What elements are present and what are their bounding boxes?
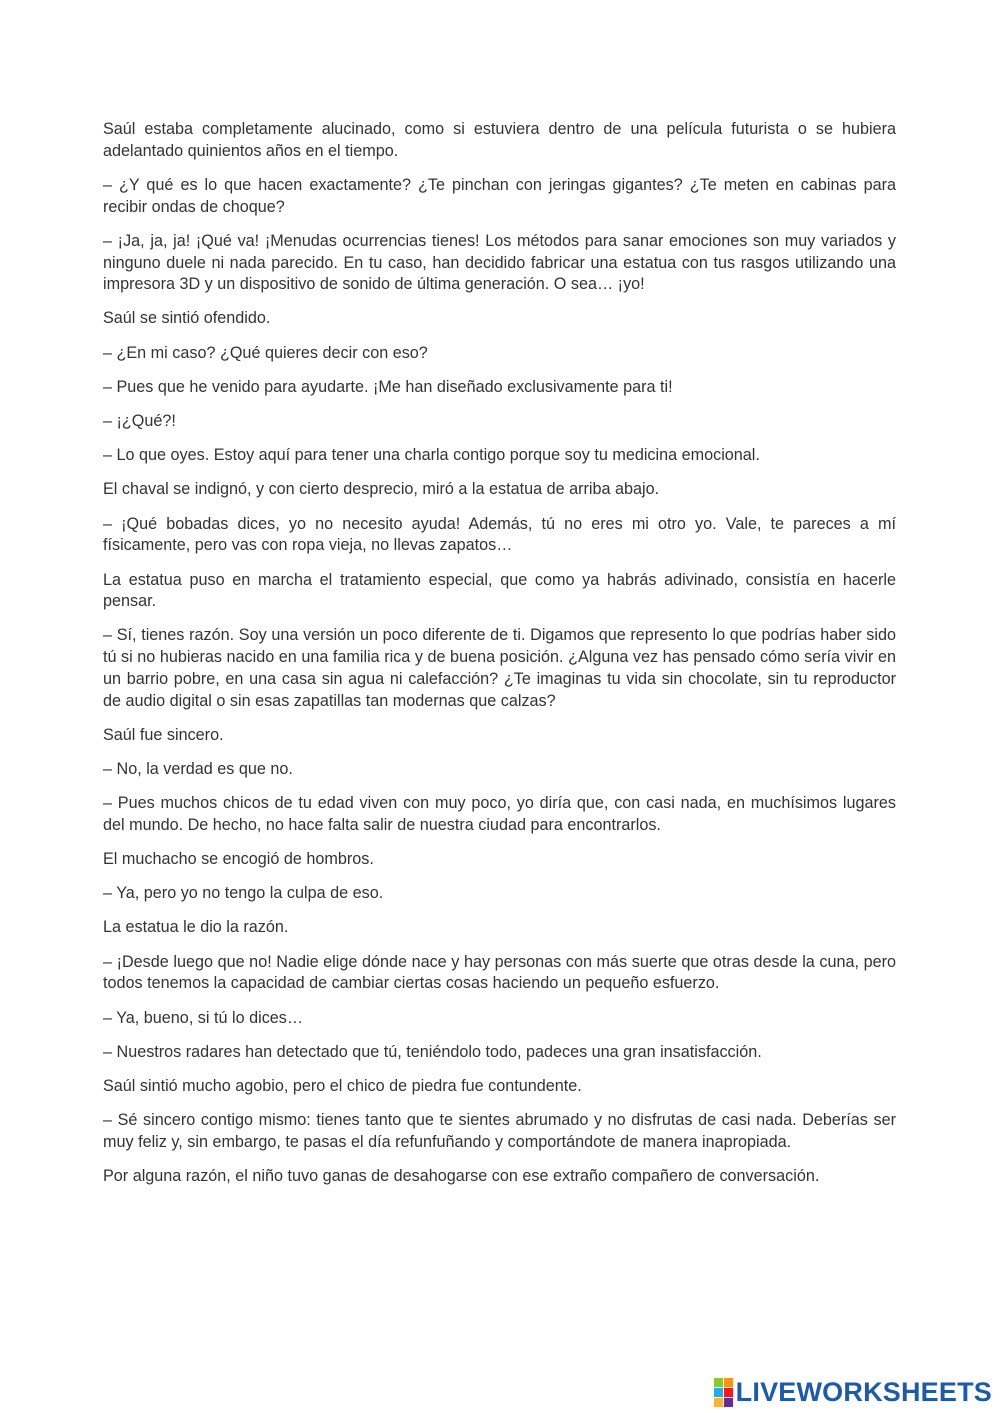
paragraph: – Lo que oyes. Estoy aquí para tener una charla contigo porque soy tu medicina emocional. xyxy=(103,446,760,465)
liveworksheets-logo[interactable] xyxy=(714,1377,992,1407)
paragraph: – Nuestros radares han detectado que tú, teniéndolo todo, padeces una gran insatisfacción. xyxy=(103,1042,762,1061)
paragraph: – Ya, bueno, si tú lo dices… xyxy=(103,1008,304,1027)
paragraph: Saúl fue sincero. xyxy=(103,725,224,744)
logo-block xyxy=(714,1388,723,1397)
paragraph: – ¡Qué bobadas dices, yo no necesito ayuda! Además, tú no eres mi otro yo. Vale, te pareces a mí físicamente, pero vas con ropa vieja, no llevas zapatos… xyxy=(103,514,896,555)
paragraph: El chaval se indignó, y con cierto desprecio, miró a la estatua de arriba abajo. xyxy=(103,480,660,499)
logo-block xyxy=(724,1398,733,1407)
paragraph: – Sé sincero contigo mismo: tienes tanto que te sientes abrumado y no disfrutas de casi nada. Deberías ser muy feliz y, sin embargo, te pasas el día refunfuñando y comportándote de manera inapropiada. xyxy=(103,1111,896,1151)
logo-block xyxy=(724,1388,733,1397)
paragraph: Saúl sintió mucho agobio, pero el chico de piedra fue contundente. xyxy=(103,1077,582,1095)
paragraph: La estatua le dio la razón. xyxy=(103,918,289,937)
paragraph: – Pues que he venido para ayudarte. ¡Me han diseñado exclusivamente para ti! xyxy=(103,377,673,396)
paragraph: La estatua puso en marcha el tratamiento especial, que como ya habrás adivinado, consistía en hacerle pensar. xyxy=(103,570,896,611)
paragraph: – No, la verdad es que no. xyxy=(103,759,293,778)
paragraph: Saúl se sintió ofendido. xyxy=(103,309,271,328)
liveworksheets-blocks-icon xyxy=(714,1378,733,1407)
paragraph: Saúl estaba completamente alucinado, como si estuviera dentro de una película futurista o se hubiera adelantado quinientos años en el tiempo. xyxy=(103,120,896,160)
paragraph: Por alguna razón, el niño tuvo ganas de desahogarse con ese extraño compañero de conversación. xyxy=(103,1167,820,1186)
logo-block xyxy=(714,1398,723,1407)
document-body xyxy=(103,119,896,1200)
logo-block xyxy=(714,1378,723,1387)
logo-block xyxy=(724,1378,733,1387)
paragraph: – ¿Y qué es lo que hacen exactamente? ¿Te pinchan con jeringas gigantes? ¿Te meten en cabinas para recibir ondas de choque? xyxy=(103,175,896,216)
paragraph: – ¡¿Qué?! xyxy=(103,412,176,431)
paragraph: – Pues muchos chicos de tu edad viven con muy poco, yo diría que, con casi nada, en muchísimos lugares del mundo. De hecho, no hace falta salir de nuestra ciudad para encontrarlos. xyxy=(103,794,896,834)
paragraph: – ¡Desde luego que no! Nadie elige dónde nace y hay personas con más suerte que otras desde la cuna, pero todos tenemos la capacidad de cambiar ciertas cosas haciendo un pequeño esfuerzo. xyxy=(103,952,896,993)
paragraph: – ¿En mi caso? ¿Qué quieres decir con eso? xyxy=(103,343,428,362)
paragraph: – Ya, pero yo no tengo la culpa de eso. xyxy=(103,884,384,903)
logo-text: LIVEWORKSHEETS xyxy=(735,1377,992,1407)
paragraph: – Sí, tienes razón. Soy una versión un poco diferente de ti. Digamos que represento lo que podrías haber sido tú si no hubieras nacido en una familia rica y de buena posición. ¿Alguna vez has pensado cómo sería vivir en un barrio pobre, en una casa sin agua ni calefacción? ¿Te imaginas tu vida sin chocolate, sin tu reproductor de audio digital o sin esas zapatillas tan modernas que calzas? xyxy=(103,626,896,710)
paragraph: – ¡Ja, ja, ja! ¡Qué va! ¡Menudas ocurrencias tienes! Los métodos para sanar emociones son muy variados y ninguno duele ni nada parecido. En tu caso, han decidido fabricar una estatua con tus rasgos utilizando una impresora 3D y un dispositivo de sonido de última generación. O sea… ¡yo! xyxy=(103,231,896,294)
paragraph: El muchacho se encogió de hombros. xyxy=(103,850,374,869)
